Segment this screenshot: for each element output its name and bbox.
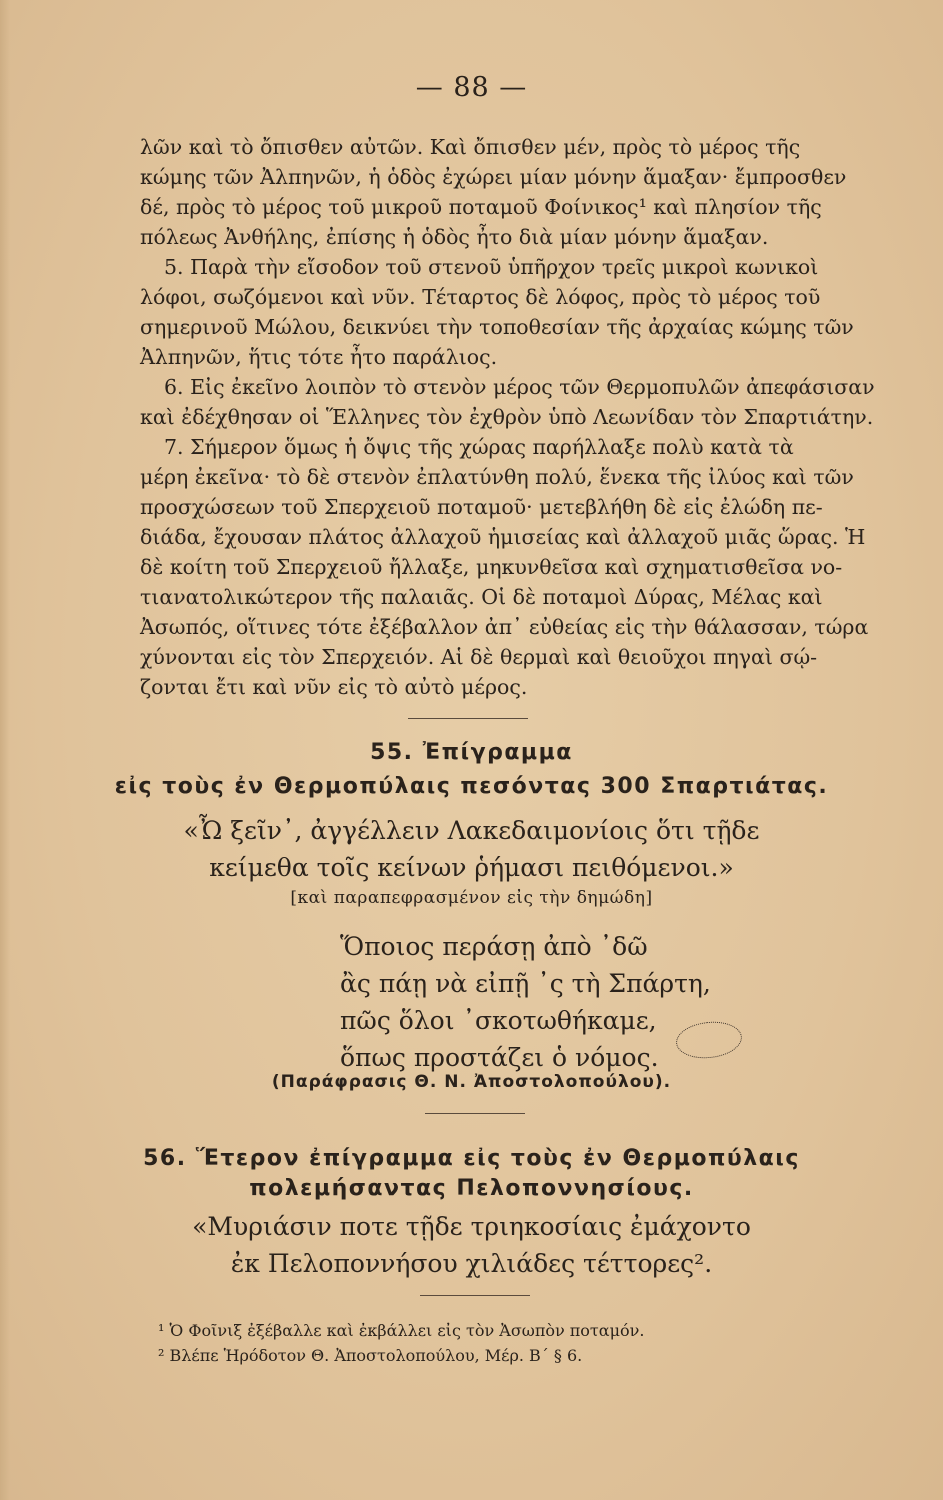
paragraph-6-line: 6. Εἰς ἐκεῖνο λοιπὸν τὸ στενὸν μέρος τῶν Θερμοπυλῶν ἀπεφάσισαν bbox=[164, 375, 875, 399]
body-line: λῶν καὶ τὸ ὄπισθεν αὐτῶν. Καὶ ὄπισθεν μέν, πρὸς τὸ μέρος τῆς bbox=[140, 135, 801, 159]
epigram-55-attribution: (Παράφρασις Θ. Ν. Ἀποστολοπούλου). bbox=[271, 1072, 672, 1092]
body-line: καὶ ἐδέχθησαν οἱ Ἕλληνες τὸν ἐχθρὸν ὑπὸ Λεωνίδαν τὸν Σπαρτιάτην. bbox=[140, 405, 874, 429]
epigram-55-paraphrase-note: [καὶ παραπεφρασμένον εἰς τὴν δημώδη] bbox=[290, 888, 653, 908]
paragraph-5-line: 5. Παρὰ τὴν εἴσοδον τοῦ στενοῦ ὑπῆρχον τρεῖς μικροὶ κωνικοὶ bbox=[164, 255, 819, 279]
footnotes bbox=[158, 1318, 644, 1368]
body-text bbox=[140, 132, 880, 702]
epigram-55-quote-line: κείμεθα τοῖς κείνων ῥήμασι πειθόμενοι.» bbox=[209, 853, 734, 882]
epigram-55-poem bbox=[340, 928, 740, 1076]
body-line: ζονται ἔτι καὶ νῦν εἰς τὸ αὐτὸ μέρος. bbox=[140, 675, 528, 699]
body-line: λόφοι, σωζόμενοι καὶ νῦν. Τέταρτος δὲ λόφος, πρὸς τὸ μέρος τοῦ bbox=[140, 285, 821, 309]
footnote-divider bbox=[420, 1295, 530, 1296]
footnote-2: ² Βλέπε Ἡρόδοτον Θ. Ἀποστολοπούλου, Μέρ. Β´ § 6. bbox=[158, 1346, 583, 1365]
paragraph-7-line: 7. Σήμερον ὅμως ἡ ὄψις τῆς χώρας παρήλλαξε πολὺ κατὰ τὰ bbox=[164, 435, 794, 459]
epigram-56-quote-line: ἐκ Πελοποννήσου χιλιάδες τέττορες². bbox=[230, 1249, 713, 1278]
poem-line: ὅπως προστάζει ὁ νόμος. bbox=[340, 1043, 659, 1072]
epigram-56-subtitle: πολεμήσαντας Πελοποννησίους. bbox=[249, 1176, 694, 1201]
body-line: δὲ κοίτη τοῦ Σπερχειοῦ ἤλλαξε, μηκυνθεῖσα καὶ σχηματισθεῖσα νο- bbox=[140, 555, 843, 579]
poem-line: πῶς ὅλοι ᾽σκοτωθήκαμε, bbox=[340, 1006, 657, 1035]
body-line: πόλεως Ἀνθήλης, ἐπίσης ἡ ὁδὸς ἦτο διὰ μίαν μόνην ἅμαξαν. bbox=[140, 225, 769, 249]
body-line: κώμης τῶν Ἀλπηνῶν, ἡ ὁδὸς ἐχώρει μίαν μόνην ἅμαξαν· ἔμπροσθεν bbox=[140, 165, 847, 189]
body-line: δέ, πρὸς τὸ μέρος τοῦ μικροῦ ποταμοῦ Φοίνικος¹ καὶ πλησίον τῆς bbox=[140, 195, 822, 219]
epigram-56-title: 56. Ἕτερον ἐπίγραμμα εἰς τοὺς ἐν Θερμοπύλαις bbox=[143, 1146, 800, 1171]
epigram-56-quote bbox=[0, 1208, 943, 1282]
epigram-55-quote-line: «Ὦ ξεῖν᾽, ἀγγέλλειν Λακεδαιμονίοις ὅτι τῇδε bbox=[183, 816, 760, 845]
epigram-55-number-title: 55. Ἐπίγραμμα bbox=[370, 740, 573, 765]
body-line: τιανατολικώτερον τῆς παλαιᾶς. Οἱ δὲ ποταμοὶ Δύρας, Μέλας καὶ bbox=[140, 585, 823, 609]
poem-line: ἂς πάῃ νὰ εἰπῇ ᾽ς τὴ Σπάρτη, bbox=[340, 969, 711, 998]
body-line: σημερινοῦ Μώλου, δεικνύει τὴν τοποθεσίαν τῆς ἀρχαίας κώμης τῶν bbox=[140, 315, 854, 339]
section-divider bbox=[408, 718, 528, 719]
body-line: μέρη ἐκεῖνα· τὸ δὲ στενὸν ἐπλατύνθη πολύ, ἕνεκα τῆς ἰλύος καὶ τῶν bbox=[140, 465, 854, 489]
body-line: προσχώσεων τοῦ Σπερχειοῦ ποταμοῦ· μετεβλήθη δὲ εἰς ἐλώδη πε- bbox=[140, 495, 823, 519]
body-line: Ἀλπηνῶν, ἥτις τότε ἦτο παράλιος. bbox=[140, 345, 498, 369]
body-line: χύνονται εἰς τὸν Σπερχειόν. Αἱ δὲ θερμαὶ καὶ θειοῦχοι πηγαὶ σῴ- bbox=[140, 645, 818, 669]
epigram-56-quote-line: «Μυριάσιν ποτε τῇδε τριηκοσίαις ἐμάχοντο bbox=[192, 1212, 751, 1241]
body-line: διάδα, ἔχουσαν πλάτος ἀλλαχοῦ ἡμισείας καὶ ἀλλαχοῦ μιᾶς ὥρας. Ἡ bbox=[140, 525, 866, 549]
page-number: — 88 — bbox=[415, 72, 528, 103]
body-line: Ἀσωπός, οἵτινες τότε ἐξέβαλλον ἀπ᾽ εὐθείας εἰς τὴν θάλασσαν, τώρα bbox=[140, 615, 869, 639]
epigram-55-quote bbox=[0, 812, 943, 886]
poem-line: Ὅποιος περάσῃ ἀπὸ ᾽δῶ bbox=[340, 932, 648, 961]
section-divider bbox=[425, 1113, 525, 1114]
epigram-55-subtitle: εἰς τοὺς ἐν Θερμοπύλαις πεσόντας 300 Σπαρτιάτας. bbox=[114, 774, 829, 799]
footnote-1: ¹ Ὁ Φοῖνιξ ἐξέβαλλε καὶ ἐκβάλλει εἰς τὸν Ἀσωπὸν ποταμόν. bbox=[158, 1321, 645, 1340]
